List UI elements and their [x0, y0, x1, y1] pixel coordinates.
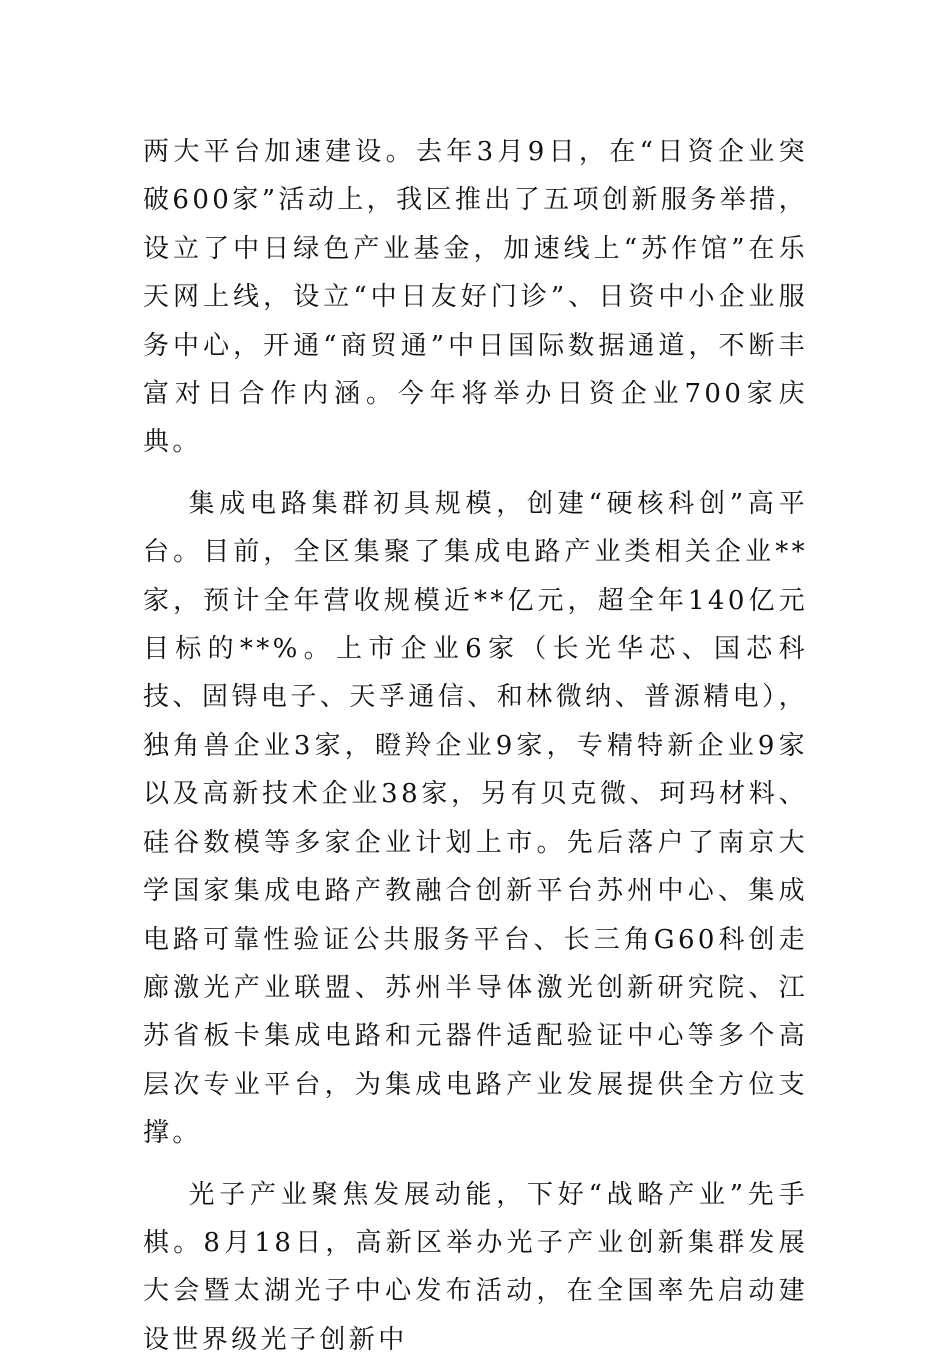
document-body [143, 128, 808, 1364]
paragraph-integrated-circuit-cluster: 集成电路集群初具规模，创建“硬核科创”高平台。目前，全区集聚了集成电路产业类相关企业**家，预计全年营收规模近**亿元，超全年140亿元目标的**%。上市企业6家（长光华芯、国芯科技、固锝电子、天孚通信、和林微纳、普源精电），独角兽企业3家，瞪羚企业9家，专精特新企业9家以及高新技术企业38家，另有贝克微、珂玛材料、硅谷数模等多家企业计划上市。先后落户了南京大学国家集成电路产教融合创新平台苏州中心、集成电路可靠性验证公共服务平台、长三角G60科创走廊激光产业联盟、苏州半导体激光创新研究院、江苏省板卡集成电路和元器件适配验证中心等多个高层次专业平台，为集成电路产业发展提供全方位支撑。 [143, 488, 808, 1149]
paragraph-photonics-industry: 光子产业聚焦发展动能，下好“战略产业”先手棋。8月18日，高新区举办光子产业创新集群发展大会暨太湖光子中心发布活动，在全国率先启动建设世界级光子创新中 [143, 1179, 808, 1355]
paragraph-platform-construction: 两大平台加速建设。去年3月9日，在“日资企业突破600家”活动上，我区推出了五项创新服务举措，设立了中日绿色产业基金，加速线上“苏作馆”在乐天网上线，设立“中日友好门诊”、日资中小企业服务中心，开通“商贸通”中日国际数据通道，不断丰富对日合作内涵。今年将举办日资企业700家庆典。 [143, 137, 808, 458]
